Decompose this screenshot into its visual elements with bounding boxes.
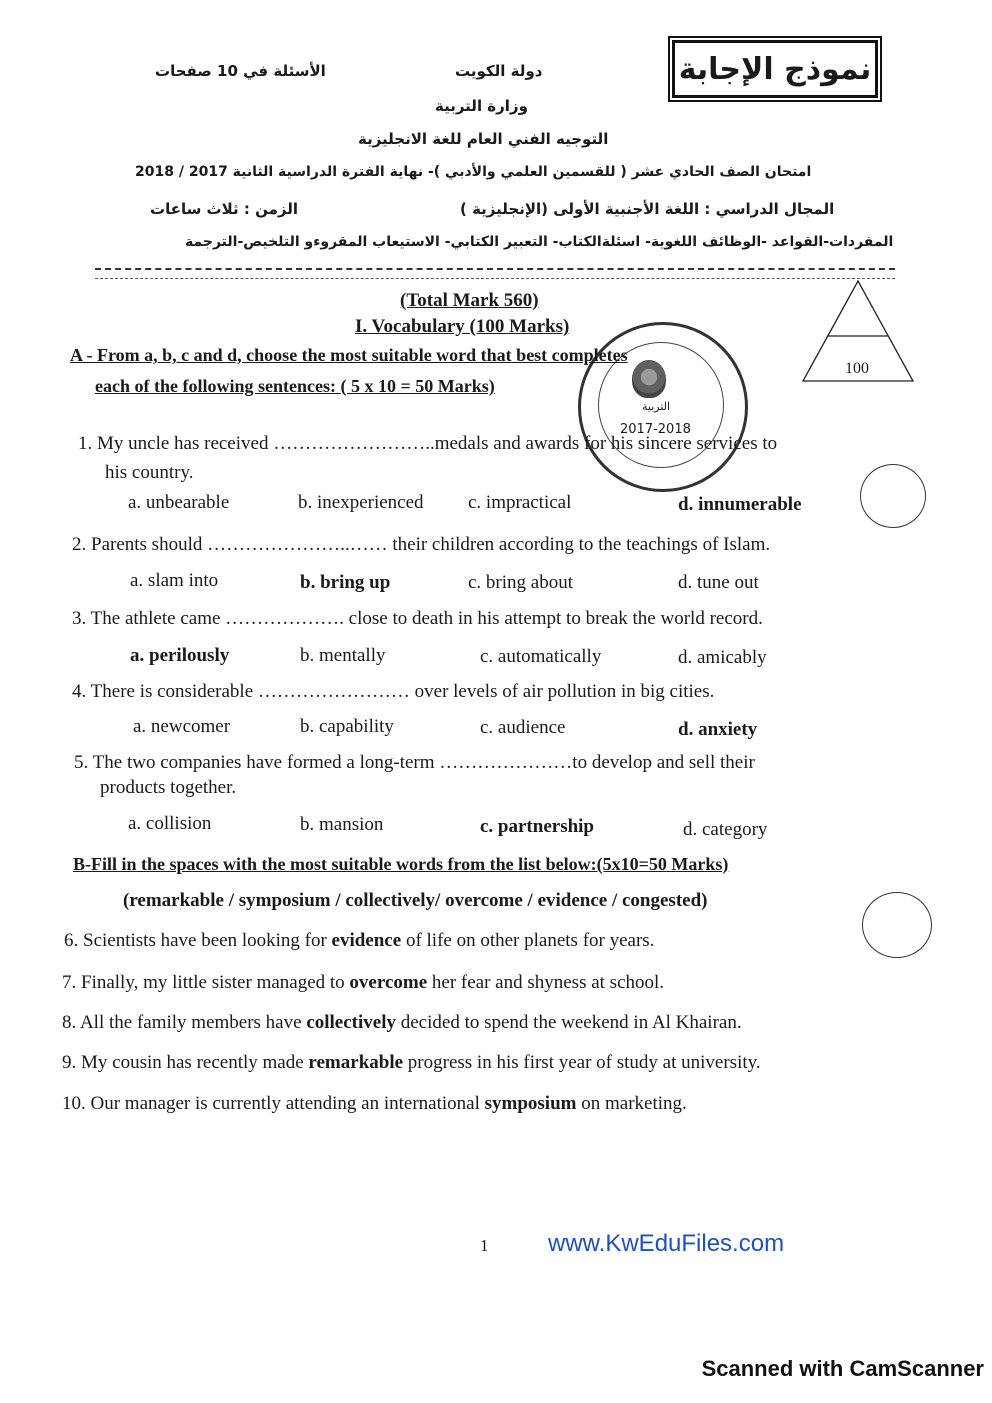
q4-option-b: b. capability: [300, 716, 394, 737]
question-3: 3. The athlete came ………………. close to death in his attempt to break the world record.: [72, 608, 763, 629]
q3-option-d: d. amicably: [678, 647, 767, 668]
sentence-6: 6. Scientists have been looking for evidence of life on other planets for years.: [64, 930, 655, 951]
score-circle-a: [860, 464, 926, 528]
pages-note: الأسئلة في 10 صفحات: [155, 62, 326, 80]
sentence-10: 10. Our manager is currently attending an international symposium on marketing.: [62, 1093, 687, 1114]
q2-option-a: a. slam into: [130, 570, 219, 591]
section-title: I. Vocabulary (100 Marks): [355, 316, 570, 337]
q1-option-a: a. unbearable: [128, 492, 230, 513]
q3-option-b: b. mentally: [300, 645, 386, 666]
page-number: 1: [480, 1236, 489, 1255]
q5-option-a: a. collision: [128, 813, 212, 834]
question-4: 4. There is considerable …………………… over levels of air pollution in big cities.: [72, 681, 715, 702]
question-5-cont: products together.: [100, 777, 237, 798]
q4-option-d: d. anxiety: [678, 719, 758, 740]
answer-6: evidence: [331, 930, 402, 951]
answer-9: remarkable: [308, 1052, 404, 1073]
q3-option-c: c. automatically: [480, 646, 602, 667]
sentence-7: 7. Finally, my little sister managed to overcome her fear and shyness at school.: [62, 972, 665, 993]
question-1: 1. My uncle has received ……………………..medals and awards for his sincere services to: [78, 433, 778, 454]
question-1-cont: his country.: [105, 462, 194, 483]
stamp-dept: التربية: [642, 400, 671, 413]
country-name: دولة الكويت: [455, 62, 543, 80]
q2-option-b: b. bring up: [300, 572, 391, 593]
divider-top: [95, 268, 895, 270]
part-a-instruction-1: A - From a, b, c and d, choose the most suitable word that best completes: [70, 345, 628, 365]
q4-option-c: c. audience: [480, 717, 566, 738]
q3-option-a: a. perilously: [130, 645, 230, 666]
answer-8: collectively: [306, 1012, 396, 1033]
stamp-year: 2017-2018: [620, 422, 691, 437]
score-circle-b: [862, 892, 932, 958]
topics-line: المفردات-القواعد -الوظائف اللغوية- اسئلةالكتاب- التعبير الكتابي- الاستيعاب المقروءو التلخيص-الترجمة: [185, 234, 894, 250]
q5-option-c: c. partnership: [480, 816, 594, 837]
answer-7: overcome: [349, 972, 428, 993]
q2-option-c: c. bring about: [468, 572, 574, 593]
part-a-instruction-2: each of the following sentences: ( 5 x 10 = 50 Marks): [95, 376, 495, 396]
sentence-9: 9. My cousin has recently made remarkable progress in his first year of study at university.: [62, 1052, 761, 1073]
exam-title: امتحان الصف الحادي عشر ( للقسمين العلمي والأدبي )- نهاية الفترة الدراسية الثانية 2017 / 2018: [135, 164, 812, 180]
ministry-name: وزارة التربية: [435, 97, 528, 115]
q2-option-d: d. tune out: [678, 572, 759, 593]
answer-key-label: نموذج الإجابة: [672, 40, 878, 98]
q5-option-b: b. mansion: [300, 814, 384, 835]
total-mark: (Total Mark 560): [400, 290, 539, 311]
part-b-instruction: B-Fill in the spaces with the most suitable words from the list below:(5x10=50 Marks): [73, 854, 729, 874]
q1-option-d: d. innumerable: [678, 494, 802, 515]
subject-line: المجال الدراسي : اللغة الأجنبية الأولى (الإنجليزية ): [460, 200, 835, 218]
word-list: (remarkable / symposium / collectively/ overcome / evidence / congested): [123, 890, 708, 911]
time-line: الزمن : ثلاث ساعات: [150, 200, 298, 218]
triangle-score: 100: [845, 360, 869, 377]
divider-bottom: [95, 278, 895, 279]
department-name: التوجيه الفني العام للغة الانجليزية: [358, 130, 609, 148]
website-link[interactable]: www.KwEduFiles.com: [548, 1230, 785, 1257]
q1-option-b: b. inexperienced: [298, 492, 424, 513]
question-5: 5. The two companies have formed a long-term …………………to develop and sell their: [74, 752, 755, 773]
answer-10: symposium: [484, 1093, 577, 1114]
sentence-8: 8. All the family members have collectively decided to spend the weekend in Al Khairan.: [62, 1012, 742, 1033]
scanner-watermark: Scanned with CamScanner: [701, 1356, 984, 1381]
q5-option-d: d. category: [683, 819, 768, 840]
question-2: 2. Parents should …………………..…… their children according to the teachings of Islam.: [72, 534, 771, 555]
emblem-icon: [632, 360, 666, 398]
q4-option-a: a. newcomer: [133, 716, 231, 737]
q1-option-c: c. impractical: [468, 492, 572, 513]
